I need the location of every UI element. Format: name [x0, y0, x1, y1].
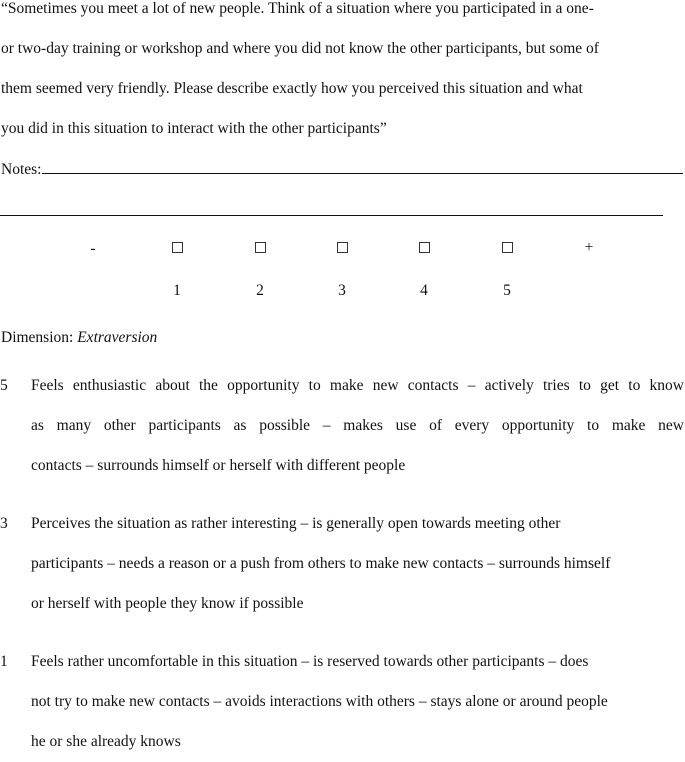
rating-checkbox-3[interactable]: [332, 240, 352, 258]
anchor-line: contacts – surrounds himself or herself with different people: [31, 457, 406, 474]
anchor-score: 3: [0, 515, 8, 532]
anchor-line: Feels rather uncomfortable in this situation – is reserved towards other participants – does: [31, 653, 589, 670]
notes-field[interactable]: [1, 159, 683, 179]
question-prompt: [1, 0, 685, 149]
anchor-line: as many other participants as possible – makes use of every opportunity to make new: [31, 417, 684, 434]
rating-checkbox-4[interactable]: [414, 240, 434, 258]
notes-line-second[interactable]: [0, 215, 663, 216]
scale-number: 4: [420, 282, 428, 299]
anchor-line: Feels enthusiastic about the opportunity to make new contacts – actively tries to get to know: [31, 377, 684, 394]
anchor-line: participants – needs a reason or a push from others to make new contacts – surrounds himself: [31, 555, 611, 572]
scale-number: 5: [503, 282, 511, 299]
notes-label: Notes:: [1, 161, 42, 178]
scale-minus: -: [90, 240, 96, 257]
dimension-heading: [1, 329, 157, 347]
scale-number: 1: [173, 282, 181, 299]
notes-line[interactable]: [42, 159, 683, 174]
scale-number: 3: [338, 282, 346, 299]
dimension-value: Extraversion: [77, 329, 158, 346]
rating-checkbox-1[interactable]: [167, 240, 187, 258]
anchor-line: Perceives the situation as rather interesting – is generally open towards meeting other: [31, 515, 561, 532]
scale-plus: +: [584, 239, 594, 256]
scale-number: 2: [256, 282, 264, 299]
prompt-line: “Sometimes you meet a lot of new people. Think of a situation where you participated in a one-: [1, 0, 594, 17]
rating-checkbox-5[interactable]: [497, 240, 517, 258]
anchor-score: 1: [0, 653, 8, 670]
anchor-score: 5: [0, 377, 8, 394]
dimension-label: Dimension:: [1, 329, 74, 346]
anchor-line: he or she already knows: [31, 733, 181, 750]
prompt-line: them seemed very friendly. Please describe exactly how you perceived this situation and what: [1, 80, 583, 97]
anchor-line: not try to make new contacts – avoids interactions with others – stays alone or around people: [31, 693, 608, 710]
rating-checkbox-2[interactable]: [250, 240, 270, 258]
anchor-line: or herself with people they know if possible: [31, 595, 304, 612]
prompt-line: or two-day training or workshop and where you did not know the other participants, but some of: [1, 40, 599, 57]
prompt-line: you did in this situation to interact with the other participants”: [1, 120, 387, 137]
